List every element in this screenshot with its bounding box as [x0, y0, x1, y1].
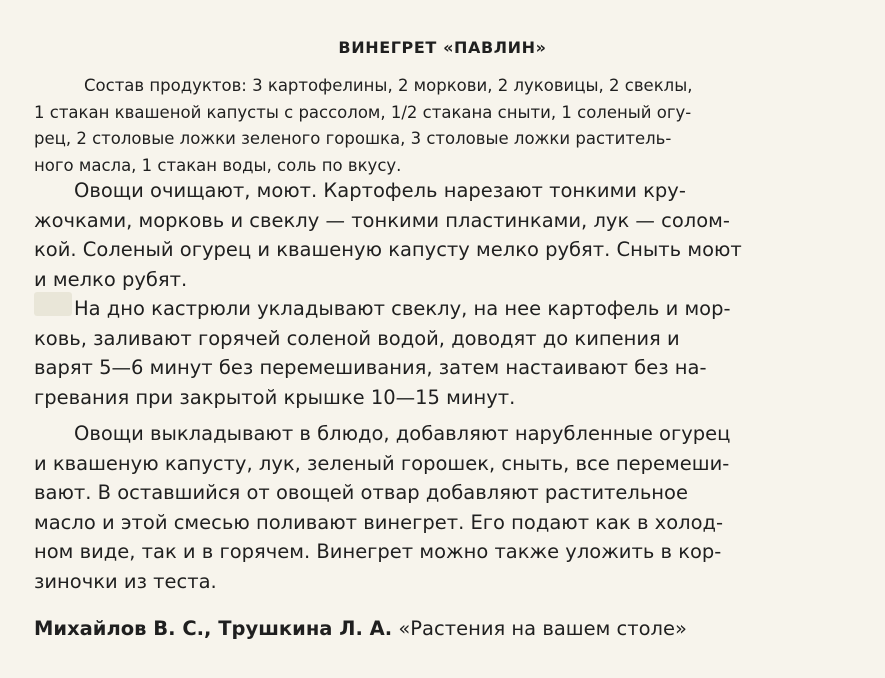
citation-book: «Растения на вашем столе»: [398, 617, 687, 640]
paragraph-line: варят 5—6 минут без перемешивания, затем настаивают без на-: [34, 356, 707, 379]
ingredients-line: 1 стакан квашеной капусты с рассолом, 1/2 стакана сныти, 1 соленый огу-: [34, 102, 692, 122]
paragraph-line: вают. В оставшийся от овощей отвар добавляют растительное: [34, 481, 688, 504]
ingredients-line: ного масла, 1 стакан воды, соль по вкусу.: [34, 155, 402, 175]
paragraph-line: Овощи очищают, моют. Картофель нарезают тонкими кру-: [74, 179, 686, 202]
recipe-instructions: [34, 176, 849, 596]
paragraph-line: ковь, заливают горячей соленой водой, доводят до кипения и: [34, 326, 680, 350]
ingredients-line: Состав продуктов: 3 картофелины, 2 моркови, 2 луковицы, 2 свеклы,: [84, 76, 693, 95]
paragraph-line: и квашеную капусту, лук, зеленый горошек, сныть, все перемеши-: [34, 451, 730, 475]
paragraph-line: и мелко рубят.: [34, 267, 188, 291]
paragraph-line: гревания при закрытой крышке 10—15 минут.: [34, 385, 516, 409]
paragraph-line: На дно кастрюли укладывают свеклу, на нее картофель и мор-: [74, 297, 731, 320]
paragraph-line: кой. Соленый огурец и квашеную капусту мелко рубят. Сныть моют: [34, 238, 742, 261]
paragraph-line: масло и этой смесью поливают винегрет. Его подают как в холод-: [34, 510, 724, 534]
paragraph-line: зиночки из теста.: [34, 569, 217, 593]
citation-authors: Михайлов В. С., Трушкина Л. А.: [34, 617, 393, 640]
paragraph-line: жочками, морковь и свеклу — тонкими пластинками, лук — солом-: [34, 208, 730, 232]
paragraph-line: ном виде, так и в горячем. Винегрет можно также уложить в кор-: [34, 540, 722, 563]
paragraph-line: Овощи выкладывают в блюдо, добавляют нарубленные огурец: [74, 422, 731, 445]
ingredients-block: [34, 73, 846, 179]
ingredients-line: рец, 2 столовые ложки зеленого горошка, 3 столовые ложки раститель-: [34, 129, 672, 148]
recipe-title: ВИНЕГРЕТ «ПАВЛИН»: [338, 38, 547, 57]
citation: [34, 617, 687, 640]
